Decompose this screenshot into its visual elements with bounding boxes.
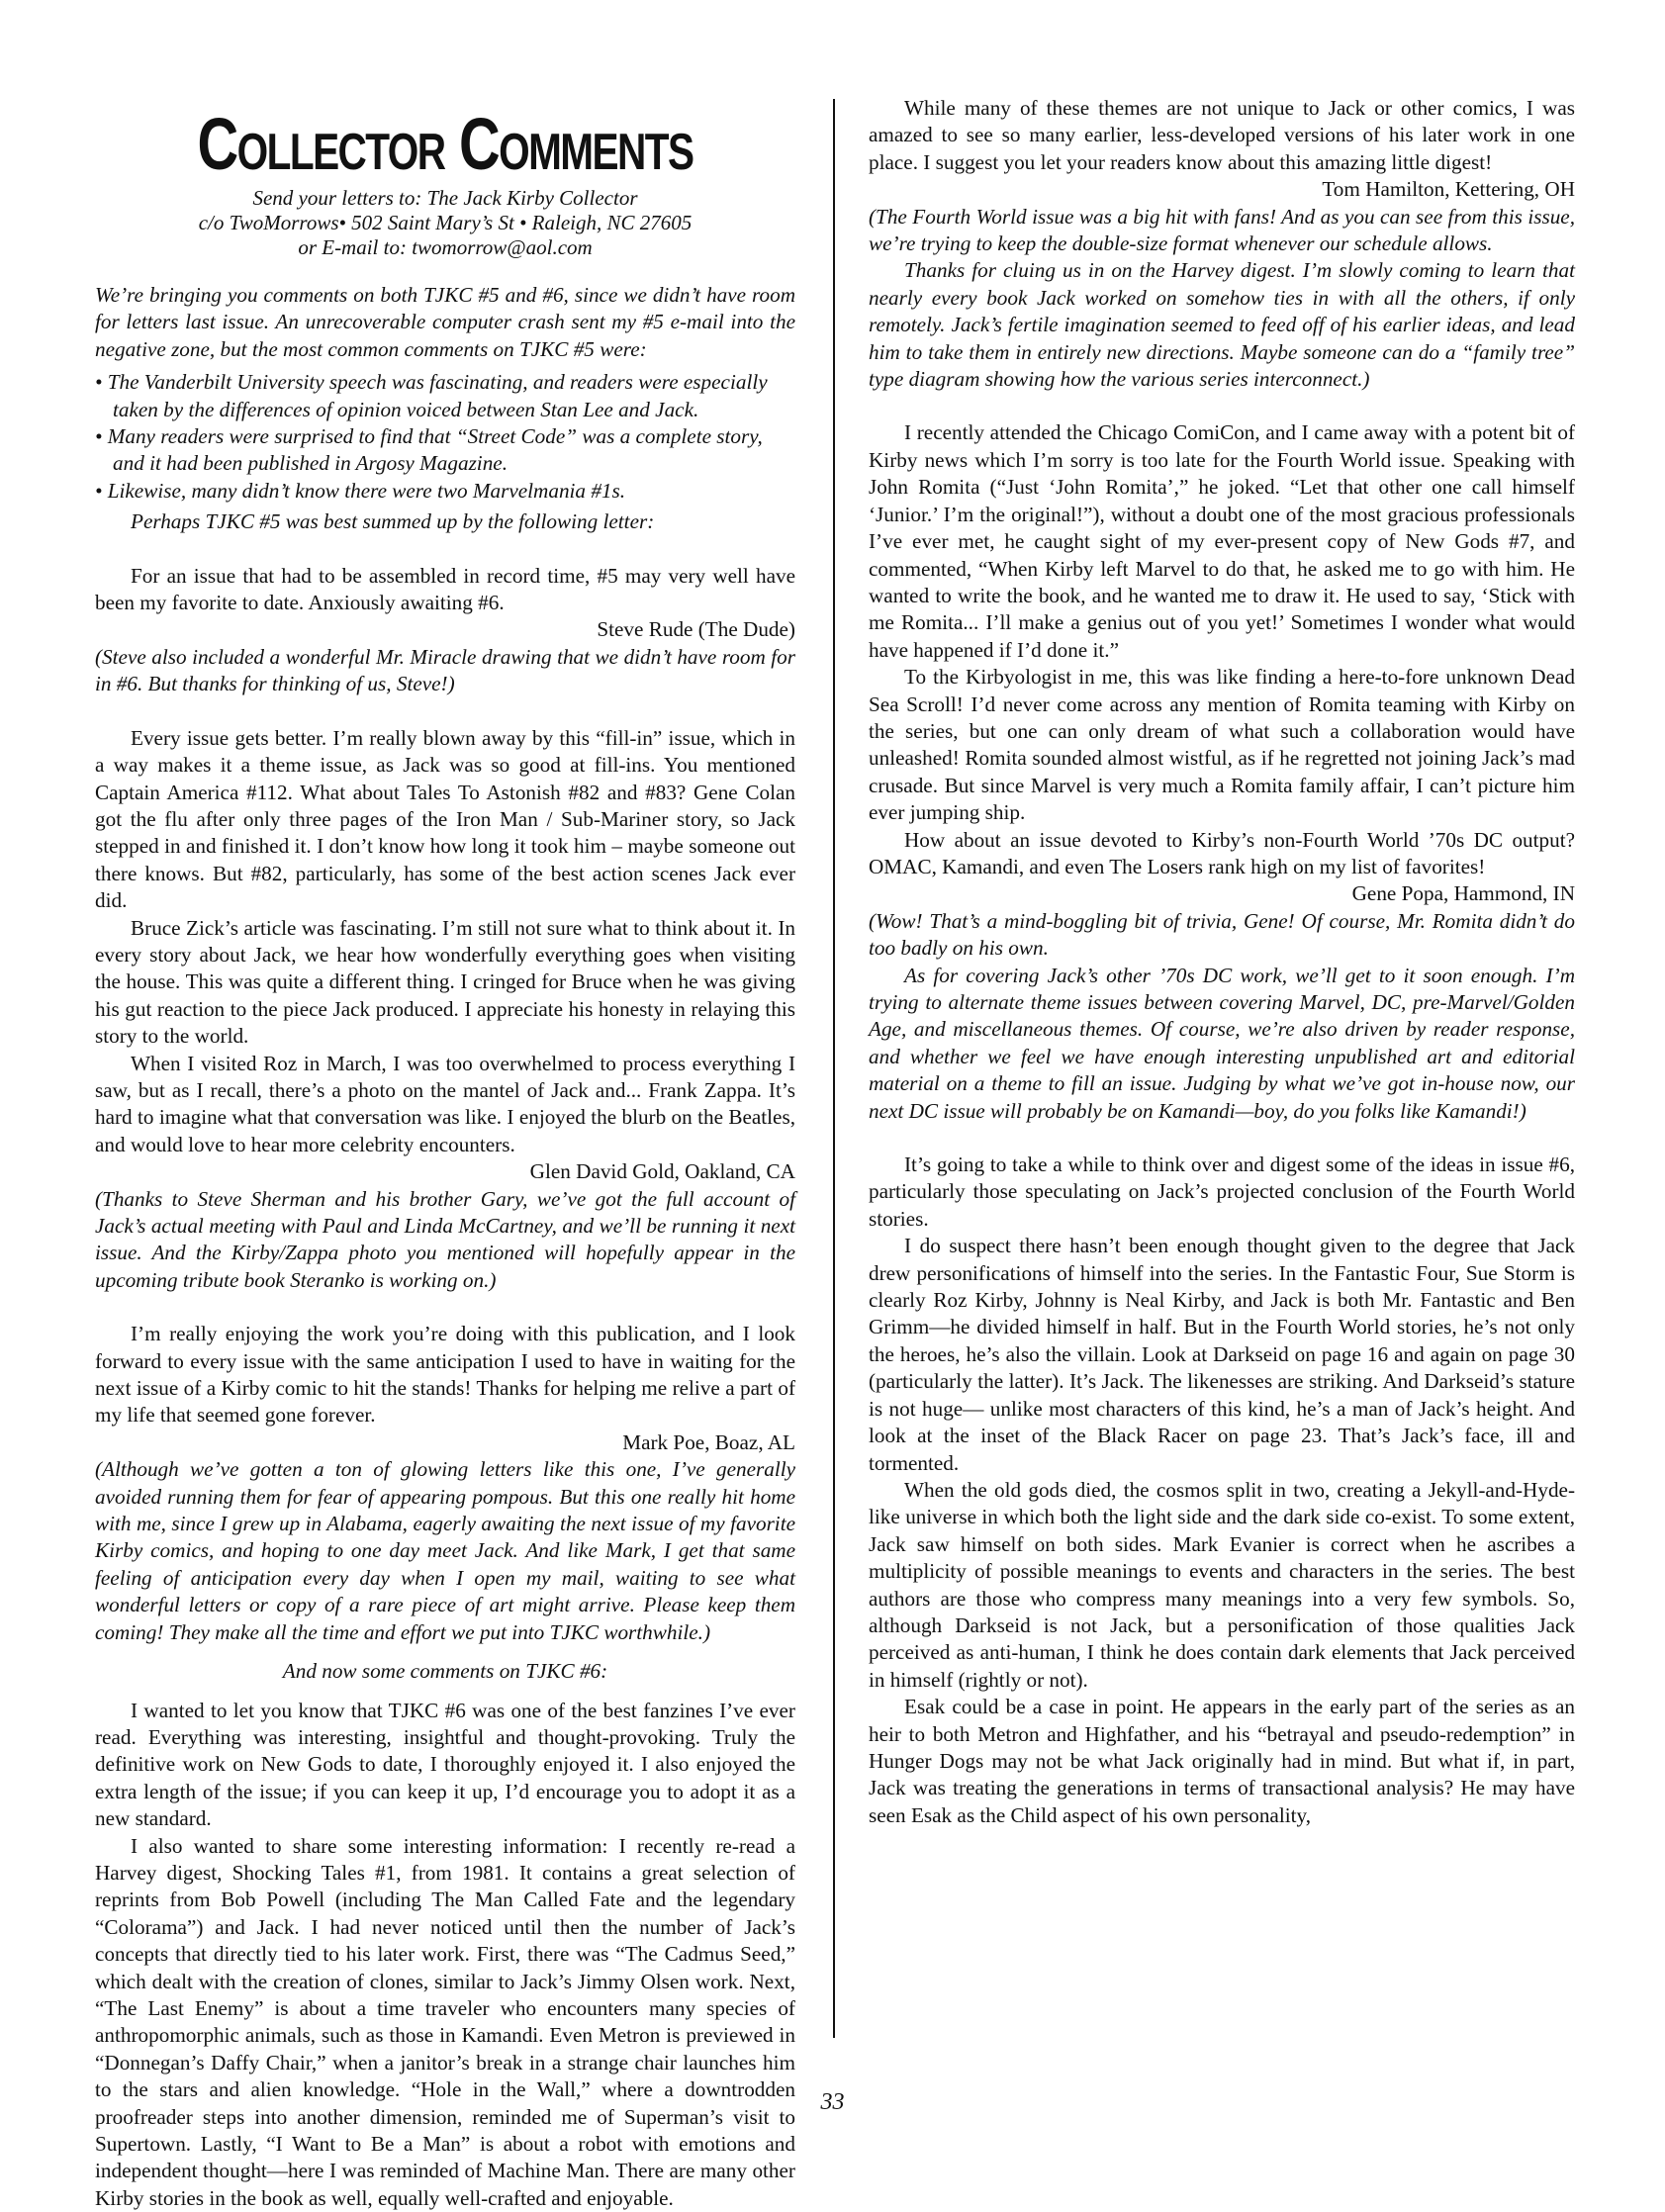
letter-paragraph: I wanted to let you know that TJKC #6 was one of the best fanzines I’ve ever read. Everything was interesting, insightful and thought-provoking. Truly the definitive work on New Gods to date, I thoroughly enjoyed it. I also enjoyed the extra length of the issue; if you can keep it up, I’d encourage you to adopt it as a new standard. — [95, 1698, 795, 1831]
letter-paragraph: I’m really enjoying the work you’re doing with this publication, and I look forward to every issue with the same anticipation I used to have in waiting for the next issue of a Kirby comic to hit the stands! Thanks for helping me relive a part of my life that seemed gone forever. — [95, 1322, 795, 1428]
masthead — [95, 103, 795, 260]
column-divider — [833, 99, 835, 2038]
editor-reply: As for covering Jack’s other ’70s DC work, we’ll get to it soon enough. I’m trying to alternate theme issues between covering Marvel, DC, pre-Marvel/Golden Age, and miscellaneous themes. Of course, we’re also driven by reader response, and whether we feel we have enough interesting unpublished art and editorial material on a theme to fill an issue. Judging by what we’ve got in-house now, our next DC issue will probably be on Kamandi—boy, do you folks like Kamandi!) — [869, 963, 1575, 1123]
letter-signature: Steve Rude (The Dude) — [597, 617, 795, 642]
letter-signature: Glen David Gold, Oakland, CA — [529, 1159, 795, 1184]
page-title: Collector Comments — [197, 103, 694, 185]
letter-paragraph: I do suspect there hasn’t been enough thought given to the degree that Jack drew personifications of himself into the series. In the Fantastic Four, Sue Storm is clearly Roz Kirby, Johnny is Neal Kirby, and Jack is both Mr. Fantastic and Ben Grimm—he divided himself in half. But in the Fourth World stories, he’s not only the heroes, he’s also the villain. Look at Darkseid on page 16 and again on page 30 (particularly the latter). It’s Jack. The likenesses are striking. And Darkseid’s stature is not huge— unlike most characters of this kind, he’s a man of Jack’s height. And look at the inset of the Black Racer on page 23. That’s Jack’s face, ill and tormented. — [869, 1234, 1575, 1475]
bullet-item: • Likewise, many didn’t know there were two Marvelmania #1s. — [95, 478, 795, 505]
address-line-1: Send your letters to: The Jack Kirby Collector — [252, 186, 638, 210]
letter-paragraph: When I visited Roz in March, I was too overwhelmed to process everything I saw, but as I recall, there’s a photo on the mantel of Jack and... Frank Zappa. It’s hard to imagine what that conversation was like. I enjoyed the blurb on the Beatles, and would love to hear more celebrity encounters. — [95, 1051, 795, 1156]
letter-paragraph: I recently attended the Chicago ComiCon, and I came away with a potent bit of Kirby news which I’m sorry is too late for the Fourth World issue. Speaking with John Romita (“Just ‘John Romita’,” he joked. “Let that other one call himself ‘Junior.’ I’m the original!”), without a doubt one of the most gracious professionals I’ve ever met, he caught sight of my ever-present copy of New Gods #7, and commented, “When Kirby left Marvel to do that, he asked me to go with him. He wanted to write the book, and he wanted me to draw it. He used to say, ‘Stick with me Romita... I’ll make a genius out of you yet!’ Sometimes I wonder what would have happened if I’d done it.” — [869, 420, 1575, 662]
bullet-item: • Many readers were surprised to find that “Street Code” was a complete story, and it had been published in Argosy Magazine. — [95, 423, 795, 478]
letter-signature: Mark Poe, Boaz, AL — [622, 1429, 795, 1454]
editor-reply: (The Fourth World issue was a big hit with fans! And as you can see from this issue, we’re trying to keep the double-size format whenever our schedule allows. — [869, 204, 1575, 256]
left-column — [95, 95, 795, 2210]
letter-signature: Tom Hamilton, Kettering, OH — [1322, 177, 1575, 202]
letter-paragraph: Every issue gets better. I’m really blown away by this “fill-in” issue, which in a way makes it a theme issue, as Jack was so good at fill-ins. You mentioned Captain America #112. What about Tales To Astonish #82 and #83? Gene Colan got the flu after only three pages of the Iron Man / Sub-Mariner story, so Jack stepped in and finished it. I don’t know how long it took him – maybe someone out there knows. But #82, particularly, has some of the best action scenes Jack ever did. — [95, 725, 795, 913]
bullet-item: • The Vanderbilt University speech was fascinating, and readers were especially taken by the differences of opinion voiced between Stan Lee and Jack. — [95, 369, 795, 423]
editor-reply: (Steve also included a wonderful Mr. Miracle drawing that we didn’t have room for in #6. But thanks for thinking of us, Steve!) — [95, 644, 795, 696]
address-line-3: or E-mail to: twomorrow@aol.com — [298, 235, 593, 259]
letter-paragraph: I also wanted to share some interesting information: I recently re-read a Harvey digest, Shocking Tales #1, from 1981. It contains a great selection of reprints from Bob Powell (including The Man Called Fate and the legendary “Colorama”) and Jack. I had never noticed until then the number of Jack’s concepts that directly tied to his later work. First, there was “The Cadmus Seed,” which dealt with the creation of clones, similar to Jack’s Jimmy Olsen work. Next, “The Last Enemy” is about a time traveler who encounters many species of anthropomorphic animals, such as those in Kamandi. Even Metron is previewed in “Donnegan’s Daffy Chair,” when a janitor’s break in a strange chair launches him to the stars and alien knowledge. “Hole in the Wall,” where a downtrodden proofreader steps into another dimension, reminded me of Superman’s visit to Supertown. Lastly, “I Want to Be a Man” is about a robot with emotions and independent thought—here I was reminded of Machine Man. There are many other Kirby stories in the book as well, equally well-crafted and enjoyable. — [95, 1833, 795, 2210]
letter-paragraph: Esak could be a case in point. He appears in the early part of the series as an heir to both Metron and Highfather, and his “betrayal and pseudo-redemption” in Hunger Dogs may not be what Jack originally had in mind. But what if, in part, Jack was treating the generations in terms of transactional analysis? He may have seen Esak as the Child aspect of his own personality, — [869, 1695, 1575, 1827]
right-column — [869, 95, 1575, 1829]
editor-reply: (Thanks to Steve Sherman and his brother Gary, we’ve got the full account of Jack’s actual meeting with Paul and Linda McCartney, and we’ll be running it next issue. And the Kirby/Zappa photo you mentioned will hopefully appear in the upcoming tribute book Steranko is working on.) — [95, 1186, 795, 1292]
intro-text-2: Perhaps TJKC #5 was best summed up by the following letter: — [131, 509, 655, 534]
editor-reply: Thanks for cluing us in on the Harvey digest. I’m slowly coming to learn that nearly every book Jack worked on somehow ties in with all the others, if only remotely. Jack’s fertile imagination seemed to feed off of his earlier ideas, and lead him to take them in entirely new directions. Maybe someone can do a “family tree” type diagram showing how the various series interconnect.) — [869, 258, 1575, 392]
letter-paragraph: When the old gods died, the cosmos split in two, creating a Jekyll-and-Hyde-like universe in which both the light side and the dark side co-exist. To some extent, Jack saw himself on both sides. Mark Evanier is correct when he ascribes a multiplicity of possible meanings to events and characters in the series. The best authors are those who compress many meanings into a very few symbols. So, although Darkseid is not Jack, but a personification of those qualities Jack perceived as anti-human, I think he does contain dark elements that Jack perceived in himself (rightly or not). — [869, 1477, 1575, 1692]
letter-paragraph: For an issue that had to be assembled in record time, #5 may very well have been my favorite to date. Anxiously awaiting #6. — [95, 563, 795, 615]
editor-reply: (Although we’ve gotten a ton of glowing letters like this one, I’ve generally avoided running them for fear of appearing pompous. But this one really hit home with me, since I grew up in Alabama, eagerly awaiting the next issue of my favorite Kirby comics, and hoping to one day meet Jack. And like Mark, I get that same feeling of anticipation every day when I open my mail, waiting to see what wonderful letters or copy of a rare piece of art might arrive. Please keep them coming! They make all the time and effort we put into TJKC worthwhile.) — [95, 1457, 795, 1644]
letter-paragraph: It’s going to take a while to think over and digest some of the ideas in issue #6, particularly those speculating on Jack’s projected conclusion of the Fourth World stories. — [869, 1152, 1575, 1231]
editor-reply: (Wow! That’s a mind-boggling bit of trivia, Gene! Of course, Mr. Romita didn’t do too badly on his own. — [869, 908, 1575, 961]
intro-text: We’re bringing you comments on both TJKC #5 and #6, since we didn’t have room for letters last issue. An unrecoverable computer crash sent my #5 e-mail into the negative zone, but the most common comments on TJKC #5 were: — [95, 283, 795, 361]
address-line-2: c/o TwoMorrows• 502 Saint Mary’s St • Raleigh, NC 27605 — [198, 211, 693, 234]
section-heading: And now some comments on TJKC #6: — [282, 1659, 608, 1684]
letter-paragraph: Bruce Zick’s article was fascinating. I’m still not sure what to think about it. In every story about Jack, we hear how wonderfully everything goes when visiting the house. This was quite a different thing. I cringed for Bruce when he was giving his gut reaction to the piece Jack produced. I appreciate his honesty in relaying this story to the world. — [95, 915, 795, 1049]
page-number: 33 — [820, 2089, 845, 2115]
letter-paragraph: To the Kirbyologist in me, this was like finding a here-to-fore unknown Dead Sea Scroll! I’d never come across any mention of Romita teaming with Kirby on the series, but one can only dream of what such a collaboration would have unleashed! Romita sounded almost wistful, as if he regretted not joining Jack’s mad crusade. But since Marvel is very much a Romita family affair, I can’t picture him ever jumping ship. — [869, 665, 1575, 825]
letter-signature: Gene Popa, Hammond, IN — [1351, 881, 1575, 906]
letter-paragraph: While many of these themes are not unique to Jack or other comics, I was amazed to see so many earlier, less-developed versions of his later work in one place. I suggest you let your readers know about this amazing little digest! — [869, 96, 1575, 174]
letter-paragraph: How about an issue devoted to Kirby’s non-Fourth World ’70s DC output? OMAC, Kamandi, and even The Losers rank high on my list of favorites! — [869, 827, 1575, 878]
comment-bullets — [95, 369, 795, 505]
